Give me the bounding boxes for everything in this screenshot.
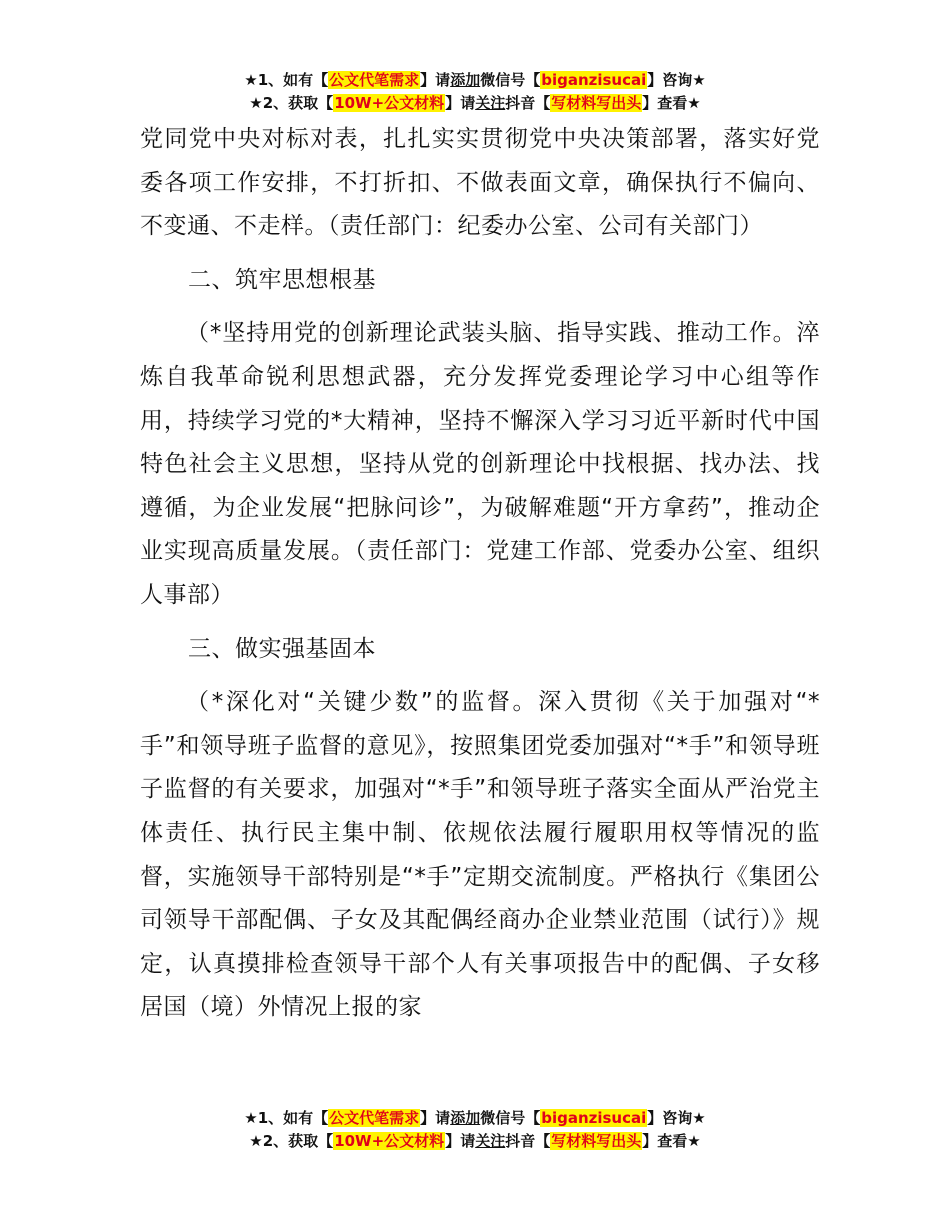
paragraph-section-3: （*深化对“关键少数”的监督。深入贯彻《关于加强对“*手”和领导班子监督的意见》，按照集团党委加强对“*手”和领导班子监督的有关要求，加强对“*手”和领导班子落实全面从严治党主体责任、执行民主集中制、依规依法履行履职用权等情况的监督，实施领导干部特别是“*手”定期交流制度。严格执行《集团公司领导干部配偶、子女及其配偶经商办企业禁业范围（试行）》规定，认真摸排检查领导干部个人有关事项报告中的配偶、子女移居国（境）外情况上报的家 — [140, 689, 820, 1021]
banner-highlight: 10W+公文材料 — [334, 1132, 445, 1150]
banner-highlight: 写材料写出头 — [551, 94, 642, 112]
banner-underline: 添加 — [450, 71, 481, 89]
banner-text: 】请 — [420, 71, 451, 89]
banner-text: 】请 — [445, 1132, 476, 1150]
banner-text: 】咨询★ — [647, 71, 706, 89]
paragraph-continued: 党同党中央对标对表，扎扎实实贯彻党中央决策部署，落实好党委各项工作安排，不打折扣、不做表面文章，确保执行不偏向、不变通、不走样。（责任部门：纪委办公室、公司有关部门） — [140, 126, 820, 240]
banner-text: 】查看★ — [642, 94, 701, 112]
section-heading-2: 二、筑牢思想根基 — [188, 266, 376, 293]
banner-text: ★1、如有【 — [244, 1109, 329, 1127]
banner-text: 微信号【 — [480, 71, 541, 89]
banner-line-1 — [0, 1107, 950, 1130]
banner-text: 抖音【 — [505, 1132, 551, 1150]
banner-highlight: 10W+公文材料 — [334, 94, 445, 112]
banner-highlight: 写材料写出头 — [551, 1132, 642, 1150]
banner-highlight: biganzisucai — [541, 71, 647, 89]
banner-underline: 添加 — [450, 1109, 481, 1127]
banner-line-1 — [0, 69, 950, 92]
banner-line-2 — [0, 1130, 950, 1153]
banner-highlight: 公文代笔需求 — [329, 1109, 420, 1127]
banner-text: ★1、如有【 — [244, 71, 329, 89]
banner-line-2 — [0, 92, 950, 115]
document-body — [140, 118, 820, 1030]
section-heading-3: 三、做实强基固本 — [188, 635, 376, 662]
banner-highlight: 公文代笔需求 — [329, 71, 420, 89]
banner-text: 】查看★ — [642, 1132, 701, 1150]
banner-text: 微信号【 — [480, 1109, 541, 1127]
banner-text: ★2、获取【 — [249, 94, 334, 112]
header-banner — [0, 69, 950, 115]
banner-underline: 关注 — [475, 1132, 506, 1150]
banner-text: 】咨询★ — [647, 1109, 706, 1127]
banner-text: 】请 — [445, 94, 476, 112]
banner-text: ★2、获取【 — [249, 1132, 334, 1150]
footer-banner — [0, 1107, 950, 1153]
banner-highlight: biganzisucai — [541, 1109, 647, 1127]
banner-text: 】请 — [420, 1109, 451, 1127]
banner-underline: 关注 — [475, 94, 506, 112]
banner-text: 抖音【 — [505, 94, 551, 112]
paragraph-section-2: （*坚持用党的创新理论武装头脑、指导实践、推动工作。淬炼自我革命锐利思想武器，充分发挥党委理论学习中心组等作用，持续学习党的*大精神，坚持不懈深入学习习近平新时代中国特色社会主义思想，坚持从党的创新理论中找根据、找办法、找遵循，为企业发展“把脉问诊”，为破解难题“开方拿药”，推动企业实现高质量发展。（责任部门：党建工作部、党委办公室、组织人事部） — [140, 320, 820, 608]
